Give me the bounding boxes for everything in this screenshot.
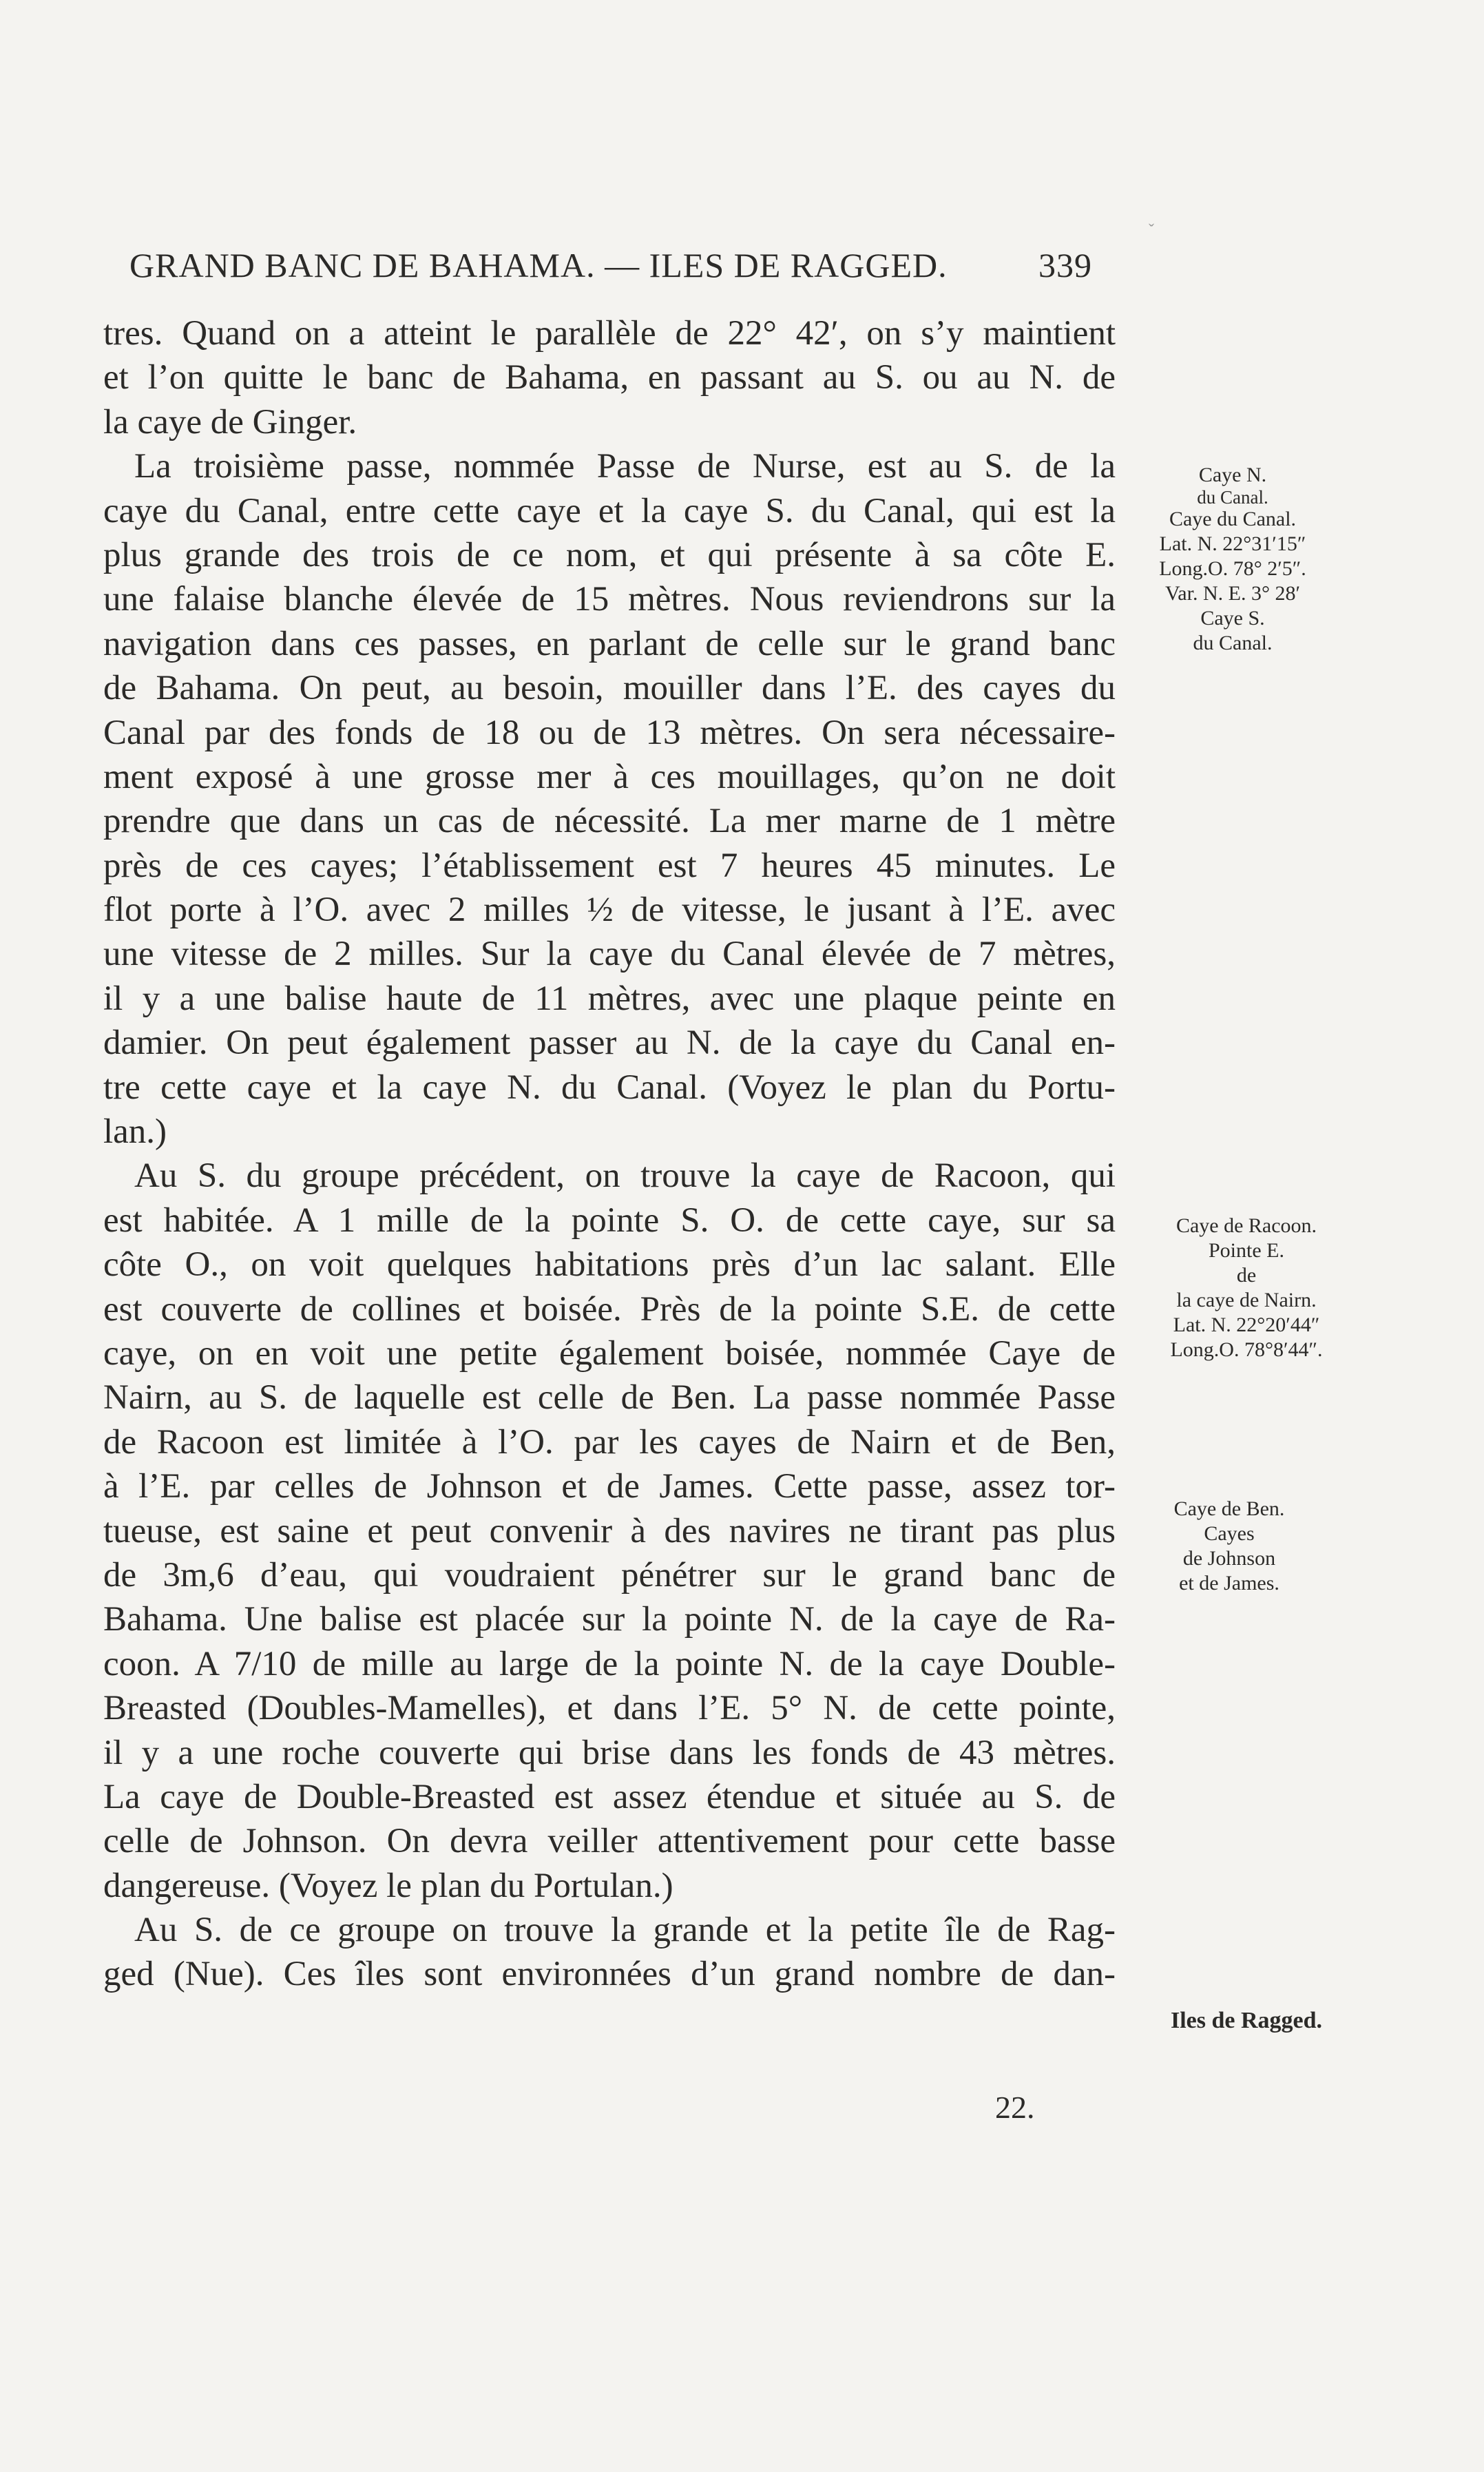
margin-line: Lat. N. 22°20′44″ xyxy=(1173,1313,1320,1336)
text-line: tueuse, est saine et peut convenir à des navires ne tirant pas plus xyxy=(103,1511,1116,1550)
text-line: damier. On peut également passer au N. de la caye du Canal en- xyxy=(103,1024,1116,1063)
margin-note-ragged xyxy=(1143,2008,1350,2033)
margin-tick-mark: ˇ xyxy=(1149,222,1154,240)
margin-line: Long.O. 78° 2′5″. xyxy=(1159,557,1306,580)
margin-line: du Canal. xyxy=(1197,487,1268,508)
text-line: Canal par des fonds de 18 ou de 13 mètres. On sera nécessaire- xyxy=(103,713,1116,752)
text-line: caye du Canal, entre cette caye et la caye S. du Canal, qui est la xyxy=(103,491,1116,530)
margin-line: Cayes xyxy=(1204,1522,1255,1545)
margin-line: Caye S. xyxy=(1200,607,1265,630)
text-line: prendre que dans un cas de nécessité. La mer marne de 1 mètre xyxy=(103,802,1116,841)
margin-line: Var. N. E. 3° 28′ xyxy=(1164,582,1301,605)
text-line: ment exposé à une grosse mer à ces mouillages, qu’on ne doit xyxy=(103,757,1116,796)
signature-mark: 22. xyxy=(995,2090,1035,2125)
margin-line: de xyxy=(1236,1264,1257,1287)
text-line: il y a une balise haute de 11 mètres, avec une plaque peinte en xyxy=(103,979,1116,1018)
text-line: tres. Quand on a atteint le parallèle de 22° 42′, on s’y maintient xyxy=(103,314,1116,353)
text-line: celle de Johnson. On devra veiller attentivement pour cette basse xyxy=(103,1822,1116,1861)
text-line: de Racoon est limitée à l’O. par les cayes de Nairn et de Ben, xyxy=(103,1422,1116,1462)
margin-line: la caye de Nairn. xyxy=(1176,1289,1317,1311)
running-title: GRAND BANC DE BAHAMA. — ILES DE RAGGED. xyxy=(129,246,948,284)
text-line: une falaise blanche élevée de 15 mètres. Nous reviendrons sur la xyxy=(103,580,1116,619)
margin-line: du Canal. xyxy=(1193,632,1273,654)
text-line: Au S. du groupe précédent, on trouve la caye de Racoon, qui xyxy=(134,1156,1116,1196)
margin-line: de Johnson xyxy=(1182,1547,1276,1570)
margin-line: Iles de Ragged. xyxy=(1170,2008,1323,2033)
text-line: Nairn, au S. de laquelle est celle de Ben. La passe nommée Passe xyxy=(103,1378,1116,1417)
text-line: flot porte à l’O. avec 2 milles ½ de vitesse, le jusant à l’E. avec xyxy=(103,891,1116,930)
margin-note-racoon xyxy=(1143,1214,1350,1362)
text-line: La caye de Double-Breasted est assez étendue et située au S. de xyxy=(103,1777,1116,1816)
body-text xyxy=(103,311,1116,1997)
text-line: est habitée. A 1 mille de la pointe S. O. de cette caye, sur sa xyxy=(103,1201,1116,1240)
margin-line: Pointe E. xyxy=(1209,1239,1284,1262)
margin-note-canal xyxy=(1129,463,1336,656)
text-line: caye, on en voit une petite également boisée, nommée Caye de xyxy=(103,1333,1116,1373)
text-line: il y a une roche couverte qui brise dans les fonds de 43 mètres. xyxy=(103,1733,1116,1772)
text-line: Breasted (Doubles-Mamelles), et dans l’E. 5° N. de cette pointe, xyxy=(103,1689,1116,1728)
text-line: coon. A 7/10 de mille au large de la pointe N. de la caye Double- xyxy=(103,1644,1116,1683)
margin-line: Caye N. xyxy=(1198,464,1267,486)
text-line: dangereuse. (Voyez le plan du Portulan.) xyxy=(103,1866,673,1905)
text-line: Bahama. Une balise est placée sur la pointe N. de la caye de Ra- xyxy=(103,1600,1116,1639)
margin-line: Lat. N. 22°31′15″ xyxy=(1159,532,1306,555)
text-line: Au S. de ce groupe on trouve la grande et la petite île de Rag- xyxy=(134,1911,1116,1950)
text-line: plus grande des trois de ce nom, et qui présente à sa côte E. xyxy=(103,535,1116,574)
text-line: à l’E. par celles de Johnson et de James. Cette passe, assez tor- xyxy=(103,1467,1116,1506)
margin-note-ben xyxy=(1126,1497,1333,1596)
margin-line: et de James. xyxy=(1179,1572,1279,1595)
text-line: tre cette caye et la caye N. du Canal. (Voyez le plan du Portu- xyxy=(103,1068,1116,1107)
text-line: ged (Nue). Ces îles sont environnées d’un grand nombre de dan- xyxy=(103,1955,1116,1994)
text-line: lan.) xyxy=(103,1112,167,1152)
text-line: de 3m,6 d’eau, qui voudraient pénétrer sur le grand banc de xyxy=(103,1555,1116,1595)
text-line: navigation dans ces passes, en parlant de celle sur le grand banc xyxy=(103,624,1116,663)
margin-line: Caye de Ben. xyxy=(1173,1497,1285,1520)
page-number: 339 xyxy=(1038,246,1092,284)
text-line: La troisième passe, nommée Passe de Nurse, est au S. de la xyxy=(134,447,1116,486)
text-line: la caye de Ginger. xyxy=(103,402,357,442)
text-line: près de ces cayes; l’établissement est 7 heures 45 minutes. Le xyxy=(103,846,1116,885)
page-header xyxy=(129,245,1094,285)
text-line: côte O., on voit quelques habitations près d’un lac salant. Elle xyxy=(103,1245,1116,1285)
text-line: une vitesse de 2 milles. Sur la caye du Canal élevée de 7 mètres, xyxy=(103,935,1116,974)
text-line: de Bahama. On peut, au besoin, mouiller dans l’E. des cayes du xyxy=(103,669,1116,708)
margin-line: Long.O. 78°8′44″. xyxy=(1170,1338,1323,1361)
margin-line: Caye du Canal. xyxy=(1169,508,1297,530)
text-line: est couverte de collines et boisée. Près de la pointe S.E. de cette xyxy=(103,1289,1116,1329)
margin-line: Caye de Racoon. xyxy=(1175,1214,1317,1237)
text-line: et l’on quitte le banc de Bahama, en passant au S. ou au N. de xyxy=(103,358,1116,397)
